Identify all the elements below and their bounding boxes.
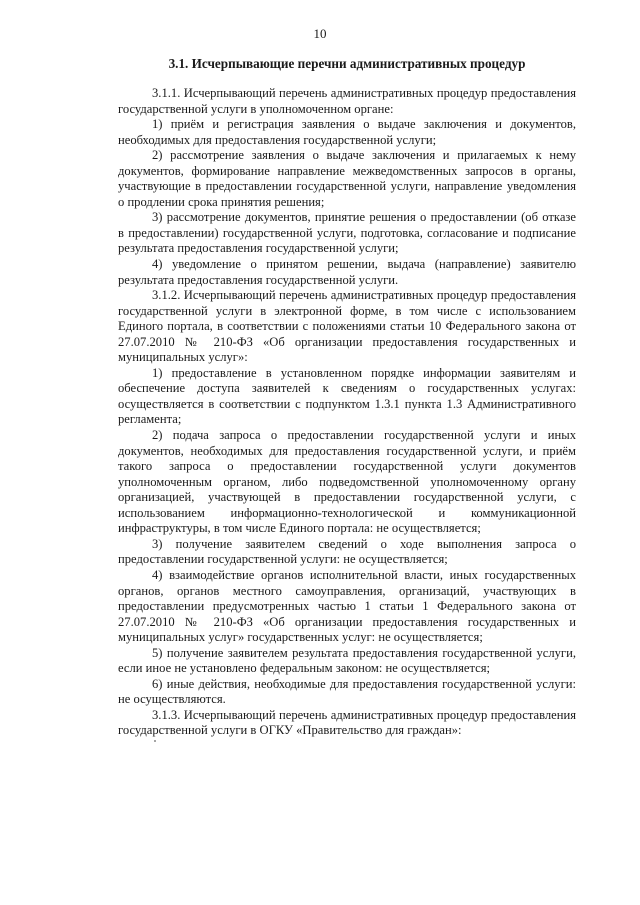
list-item: 2) подача запроса о предоставлении государственной услуги и иных документов, необходимых для предоставления государственной услуги, и приём такого запроса о предоставлении государственной услуги документов уполномоченным органом, либо подведомственной уполномоченному органу организацией, участвующей в предоставлении государственной услуги, с использованием информационно-технологической и коммуникационной инфраструктуры, в том числе Единого портала: не осуществляется; xyxy=(118,428,576,536)
list-item: 3) получение заявителем сведений о ходе выполнения запроса о предоставлении государственной услуги: не осуществляется; xyxy=(118,536,576,567)
page-number: 10 xyxy=(313,26,327,41)
section-heading: 3.1. Исчерпывающие перечни административных процедур xyxy=(168,56,526,71)
list-item: 4) уведомление о принятом решении, выдача (направление) заявителю результата предоставления государственной услуги. xyxy=(118,257,576,287)
list-item: 3) рассмотрение документов, принятие решения о предоставлении (об отказе в предоставлении) государственной услуги, подготовка, согласование и подписание результата предоставления государственной услуги; xyxy=(118,210,576,256)
list-item: 2) рассмотрение заявления о выдаче заключения и прилагаемых к нему документов, формирование направление межведомственных запросов в органы, участвующие в предоставлении государственной услуги, направление уведомления о продлении срока принятия решения; xyxy=(118,148,576,209)
list-item: 5) получение заявителем результата предоставления государственной услуги, если иное не установлено федеральным законом: не осуществляется; xyxy=(118,645,576,676)
paragraph-3-1-3: 3.1.3. Исчерпывающий перечень административных процедур предоставления государственной услуги в ОГКУ «Правительство для граждан»: xyxy=(118,707,576,738)
list-item: 1) предоставление в установленном порядке информации заявителям и обеспечение доступа заявителей к сведениям о государственных услугах: осуществляется в соответствии с подпунктом 1.3.1 пункта 1.3 Административного регламента; xyxy=(118,365,576,427)
list-item: 6) иные действия, необходимые для предоставления государственной услуги: не осуществляются. xyxy=(118,676,576,707)
list-item: 4) взаимодействие органов исполнительной власти, иных государственных органов, органов местного самоуправления, организаций, участвующих в предоставлении предусмотренных частью 1 статьи 1 Федерального закона от 27.07.2010 № 210-ФЗ «Об организации предоставления государственных и муниципальных услуг» государственных услуг: не осуществляется; xyxy=(118,567,576,645)
body-text xyxy=(118,86,576,739)
scan-speck xyxy=(154,740,156,742)
paragraph-3-1-2: 3.1.2. Исчерпывающий перечень административных процедур предоставления государственной услуги в электронной форме, в том числе с использованием Единого портала, в соответствии с положениями статьи 10 Федерального закона от 27.07.2010 № 210-ФЗ «Об организации предоставления государственных и муниципальных услуг»: xyxy=(118,288,576,365)
list-item: 1) приём и регистрация заявления о выдаче заключения и документов, необходимых для предоставления государственной услуги; xyxy=(118,117,576,147)
paragraph-3-1-1: 3.1.1. Исчерпывающий перечень административных процедур предоставления государственной услуги в уполномоченном органе: xyxy=(118,86,576,116)
